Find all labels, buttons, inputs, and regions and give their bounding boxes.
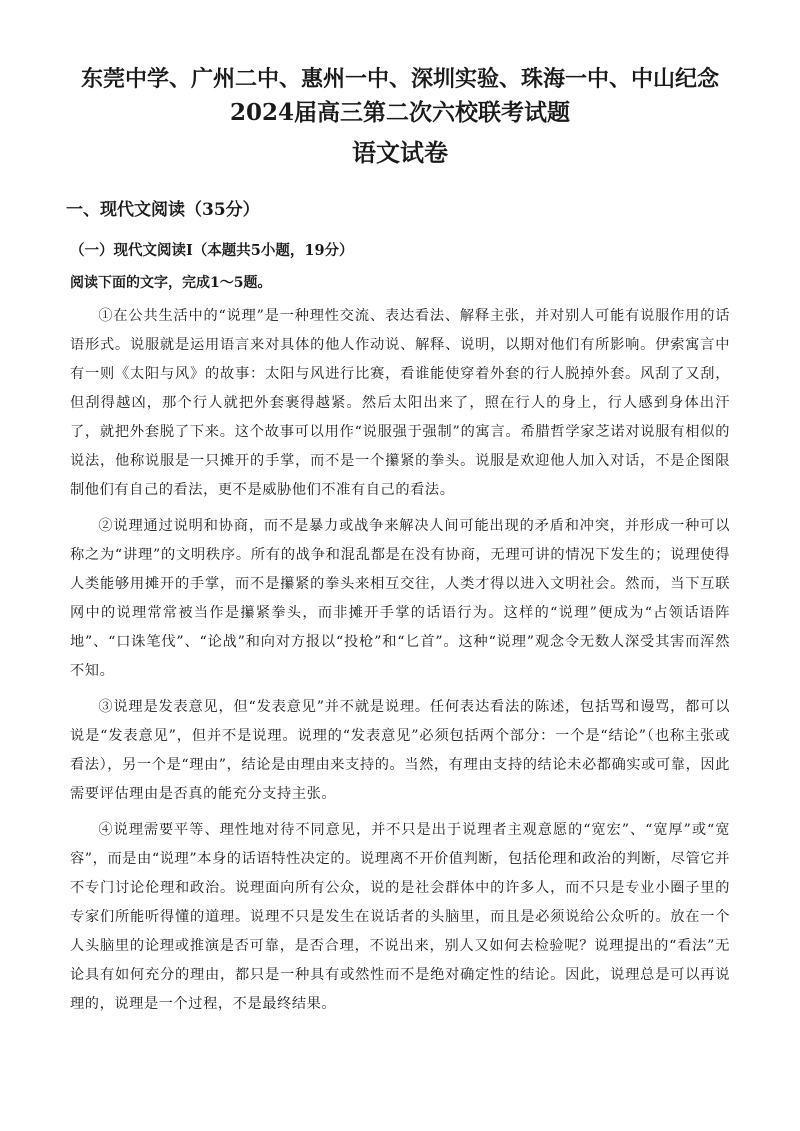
reading-instruction: 阅读下面的文字，完成1～5题。 bbox=[70, 275, 272, 291]
passage-paragraph-4: ④说理需要平等、理性地对待不同意见，并不只是出于说理者主观意愿的“宽宏”、“宽厚”或“宽容”，而是由“说理”本身的话语特性决定的。说理离不开价值判断，包括伦理和政治的判断，尽管它并不专门讨论伦理和政治。说理面向所有公众，说的是社会群体中的许多人，而不只是专业小圈子里的专家们所能听得懂的道理。说理不只是发生在说话者的头脑里，而且是必须说给公众听的。放在一个人头脑里的论理或推演是否可靠，是否合理，不说出来，别人又如何去检验呢？说理提出的“看法”无论具有如何充分的理由，都只是一种具有或然性而不是绝对确定性的结论。因此，说理总是可以再说理的，说理是一个过程，不是最终结果。 bbox=[70, 822, 730, 1012]
exam-title-schools: 东莞中学、广州二中、惠州一中、深圳实验、珠海一中、中山纪念 bbox=[80, 66, 719, 92]
passage-paragraph-2: ②说理通过说明和协商，而不是暴力或战争来解决人间可能出现的矛盾和冲突，并形成一种可以称之为“讲理”的文明秩序。所有的战争和混乱都是在没有协商，无理可讲的情况下发生的；说理使得人类能够用摊开的手掌，而不是攥紧的拳头来相互交往，人类才得以进入文明社会。然而，当下互联网中的说理常常被当作是攥紧拳头，而非摊开手掌的话语行为。这样的“说理”便成为“占领话语阵地”、“口诛笔伐”、“论战”和向对方报以“投枪”和“匕首”。这种“说理”观念令无数人深受其害而浑然不知。 bbox=[70, 518, 730, 679]
passage-paragraph-3: ③说理是发表意见，但“发表意见”并不就是说理。任何表达看法的陈述，包括骂和谩骂，都可以说是“发表意见”，但并不是说理。说理的“发表意见”必须包括两个部分：一个是“结论”（也称主张或看法），另一个是“理由”，结论是由理由来支持的。当然，有理由支持的结论未必都确实或可靠，因此需要评估理由是否真的能充分支持主张。 bbox=[70, 699, 730, 802]
exam-title-name: 2024届高三第二次六校联考试题 bbox=[229, 99, 570, 126]
exam-subject: 语文试卷 bbox=[352, 138, 448, 167]
passage-paragraph-1: ①在公共生活中的“说理”是一种理性交流、表达看法、解释主张，并对别人可能有说服作用的话语形式。说服就是运用语言来对具体的他人作动说、解释、说明，以期对他们有所影响。伊索寓言中有一则《太阳与风》的故事：太阳与风进行比赛，看谁能使穿着外套的行人脱掉外套。风刮了又刮，但刮得越凶，那个行人就把外套裹得越紧。然后太阳出来了，照在行人的身上，行人感到身体出汗了，就把外套脱了下来。这个故事可以用作“说服强于强制”的寓言。希腊哲学家芝诺对说服有相似的说法，他称说服是一只摊开的手掌，而不是一个攥紧的拳头。说服是欢迎他人加入对话，不是企图限制他们有自己的看法，更不是威胁他们不准有自己的看法。 bbox=[70, 308, 730, 498]
subsection-heading: （一）现代文阅读Ⅰ（本题共5小题，19分） bbox=[70, 242, 354, 259]
section-heading: 一、现代文阅读（35分） bbox=[66, 200, 260, 220]
